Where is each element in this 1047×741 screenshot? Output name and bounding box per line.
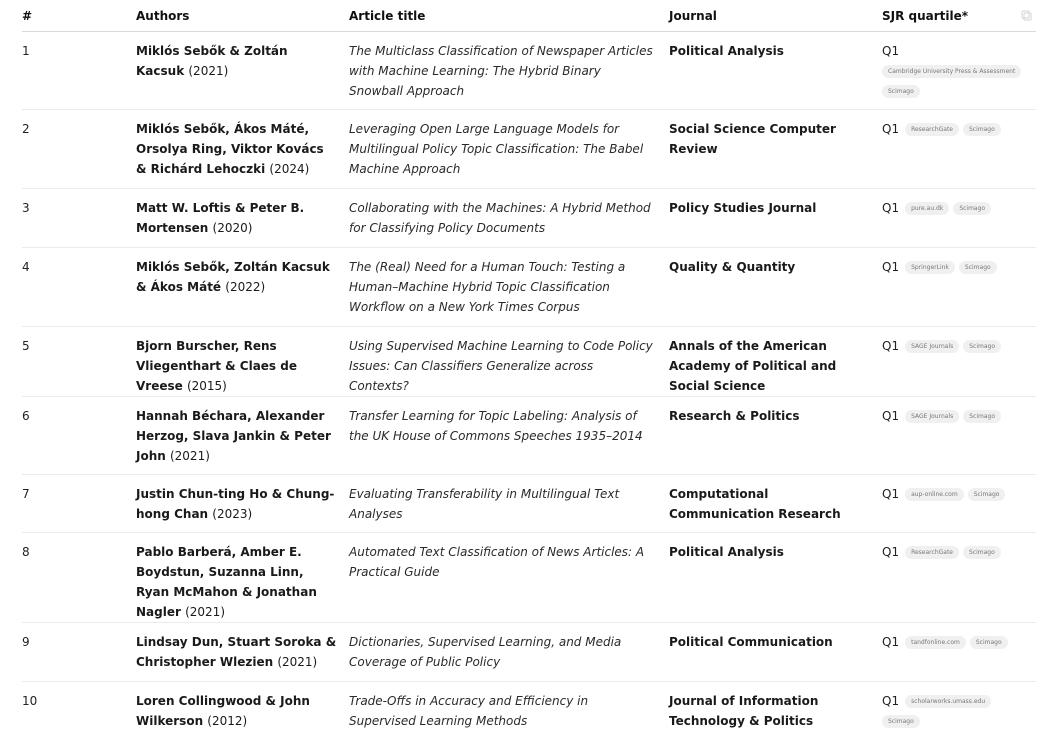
publication-year: (2020) [213, 221, 253, 235]
source-chip[interactable]: Scimago [963, 123, 1001, 136]
quartile-value: Q1 [882, 201, 899, 215]
row-sjr [882, 110, 1036, 189]
header-sjr-quartile [882, 0, 1036, 32]
row-article-title: Automated Text Classification of News Articles: A Practical Guide [349, 533, 669, 623]
table-row [22, 533, 1036, 623]
row-journal: Annals of the American Academy of Political and Social Science [669, 327, 882, 397]
row-journal: Policy Studies Journal [669, 189, 882, 248]
source-chip[interactable]: Scimago [963, 340, 1001, 353]
row-article-title: The (Real) Need for a Human Touch: Testing a Human–Machine Hybrid Topic Classification Workflow on a New York Times Corpus [349, 248, 669, 327]
row-article-title: Trade-Offs in Accuracy and Efficiency in Supervised Learning Methods [349, 682, 669, 741]
source-chip[interactable]: Scimago [959, 261, 997, 274]
table-row [22, 248, 1036, 327]
header-sjr-label: SJR quartile* [882, 9, 968, 23]
publication-year: (2021) [188, 64, 228, 78]
table-row [22, 397, 1036, 475]
row-sjr [882, 682, 1036, 741]
header-article-title: Article title [349, 0, 669, 32]
copy-icon[interactable] [1021, 10, 1032, 21]
authors-names: Miklós Sebők, Zoltán Kacsuk & Ákos Máté [136, 260, 330, 294]
row-sjr [882, 475, 1036, 533]
row-authors [136, 110, 349, 189]
row-authors [136, 32, 349, 110]
quartile-value: Q1 [882, 545, 899, 559]
table-row [22, 623, 1036, 682]
row-sjr [882, 248, 1036, 327]
row-number: 8 [22, 533, 136, 623]
quartile-value: Q1 [882, 122, 899, 136]
source-chip[interactable]: SAGE Journals [905, 410, 959, 423]
table-row [22, 327, 1036, 397]
source-chip[interactable]: pure.au.dk [905, 202, 949, 215]
row-authors [136, 327, 349, 397]
row-number: 1 [22, 32, 136, 110]
table-header-row [22, 0, 1036, 32]
row-sjr [882, 623, 1036, 682]
source-chip[interactable]: SAGE Journals [905, 340, 959, 353]
row-journal: Political Communication [669, 623, 882, 682]
authors-names: Pablo Barberá, Amber E. Boydstun, Suzanna Linn, Ryan McMahon & Jonathan Nagler [136, 545, 317, 619]
row-sjr [882, 327, 1036, 397]
row-number: 4 [22, 248, 136, 327]
row-number: 6 [22, 397, 136, 475]
publication-year: (2024) [269, 162, 309, 176]
row-journal: Computational Communication Research [669, 475, 882, 533]
row-authors [136, 533, 349, 623]
publication-year: (2015) [187, 379, 227, 393]
table-row [22, 682, 1036, 741]
header-number: # [22, 0, 136, 32]
row-article-title: Using Supervised Machine Learning to Code Policy Issues: Can Classifiers Generalize across Contexts? [349, 327, 669, 397]
source-chip[interactable]: ResearchGate [905, 123, 959, 136]
source-chip[interactable]: Scimago [963, 410, 1001, 423]
publication-year: (2021) [277, 655, 317, 669]
source-chip[interactable]: Scimago [953, 202, 991, 215]
header-journal: Journal [669, 0, 882, 32]
source-chip[interactable]: Scimago [968, 488, 1006, 501]
row-sjr [882, 533, 1036, 623]
quartile-value: Q1 [882, 487, 899, 501]
quartile-value: Q1 [882, 339, 899, 353]
source-chip[interactable]: tandfonline.com [905, 636, 966, 649]
source-chip[interactable]: Scimago [882, 715, 920, 728]
row-sjr [882, 397, 1036, 475]
source-chip[interactable]: aup-online.com [905, 488, 964, 501]
authors-names: Lindsay Dun, Stuart Soroka & Christopher Wlezien [136, 635, 336, 669]
row-number: 3 [22, 189, 136, 248]
row-authors [136, 248, 349, 327]
row-journal: Social Science Computer Review [669, 110, 882, 189]
publication-year: (2023) [212, 507, 252, 521]
source-chip[interactable]: SpringerLink [905, 261, 955, 274]
row-authors [136, 189, 349, 248]
row-journal: Political Analysis [669, 533, 882, 623]
quartile-value: Q1 [882, 260, 899, 274]
row-journal: Journal of Information Technology & Politics [669, 682, 882, 741]
source-chip[interactable]: Scimago [963, 546, 1001, 559]
authors-names: Loren Collingwood & John Wilkerson [136, 694, 310, 728]
row-authors [136, 397, 349, 475]
row-article-title: The Multiclass Classification of Newspaper Articles with Machine Learning: The Hybrid Binary Snowball Approach [349, 32, 669, 110]
publication-year: (2022) [225, 280, 265, 294]
table-row [22, 110, 1036, 189]
table-row [22, 189, 1036, 248]
quartile-value: Q1 [882, 409, 899, 423]
authors-names: Hannah Béchara, Alexander Herzog, Slava Jankin & Peter John [136, 409, 331, 463]
articles-table [22, 0, 1036, 741]
authors-names: Miklós Sebők, Ákos Máté, Orsolya Ring, Viktor Kovács & Richárd Lehoczki [136, 122, 324, 176]
publication-year: (2021) [170, 449, 210, 463]
row-journal: Political Analysis [669, 32, 882, 110]
publication-year: (2012) [207, 714, 247, 728]
authors-names: Matt W. Loftis & Peter B. Mortensen [136, 201, 304, 235]
table-row [22, 32, 1036, 110]
row-number: 9 [22, 623, 136, 682]
row-sjr [882, 189, 1036, 248]
source-chip[interactable]: Scimago [970, 636, 1008, 649]
quartile-value: Q1 [882, 44, 899, 58]
row-authors [136, 682, 349, 741]
row-sjr [882, 32, 1036, 110]
row-number: 5 [22, 327, 136, 397]
row-number: 2 [22, 110, 136, 189]
source-chip[interactable]: ResearchGate [905, 546, 959, 559]
header-authors: Authors [136, 0, 349, 32]
publication-year: (2021) [185, 605, 225, 619]
source-chip[interactable]: scholarworks.umass.edu [905, 695, 991, 708]
quartile-value: Q1 [882, 694, 899, 708]
source-chip[interactable]: Cambridge University Press & Assessment [882, 65, 1021, 78]
row-article-title: Transfer Learning for Topic Labeling: Analysis of the UK House of Commons Speeches 1935–2014 [349, 397, 669, 475]
source-chip[interactable]: Scimago [882, 85, 920, 98]
row-journal: Research & Politics [669, 397, 882, 475]
row-number: 7 [22, 475, 136, 533]
row-number: 10 [22, 682, 136, 741]
row-article-title: Leveraging Open Large Language Models for Multilingual Policy Topic Classification: The Babel Machine Approach [349, 110, 669, 189]
authors-names: Bjorn Burscher, Rens Vliegenthart & Claes de Vreese [136, 339, 297, 393]
quartile-value: Q1 [882, 635, 899, 649]
row-article-title: Evaluating Transferability in Multilingual Text Analyses [349, 475, 669, 533]
row-article-title: Collaborating with the Machines: A Hybrid Method for Classifying Policy Documents [349, 189, 669, 248]
table-row [22, 475, 1036, 533]
row-authors [136, 475, 349, 533]
row-article-title: Dictionaries, Supervised Learning, and Media Coverage of Public Policy [349, 623, 669, 682]
authors-names: Miklós Sebők & Zoltán Kacsuk [136, 44, 288, 78]
authors-names: Justin Chun-ting Ho & Chung-hong Chan [136, 487, 334, 521]
row-journal: Quality & Quantity [669, 248, 882, 327]
row-authors [136, 623, 349, 682]
